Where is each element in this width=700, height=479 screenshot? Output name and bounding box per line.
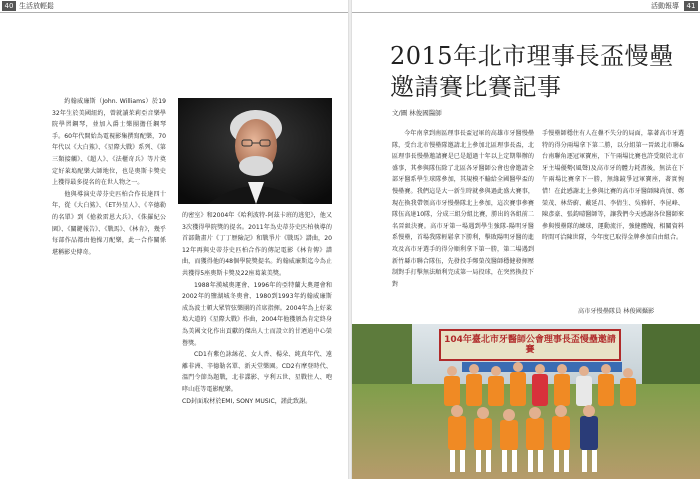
left-col1-para-1: 約翰威廉斯（John. Williams）於1932年生於美國紐約，曾就讀茱莉亞音樂學院學習鋼琴，並加入爵士樂團擔任鋼琴手。60年代開始為電視影集撰寫配樂，70年代以《大白鯊》、《星際大戰》系列、《第三類接觸》、《超人》、《法櫃奇兵》等片奠定好萊塢配樂大師地位，也是奧斯卡獎史上獲得最多提名的在世人物之一。 — [52, 98, 166, 187]
right-body-column-1 — [392, 128, 534, 306]
article-title-line-1: 2015年北市理事長盃慢壘 — [390, 42, 674, 70]
left-col2-para-3: CD1有紫色詠絲花、女人香、楊朵、純真年代、遠離非洲、辛德勒名單、新天堂樂園。CD2有摩登時代、溫門令節為題戰，北非諜影、亨利五世、星戰往人、咆哮山莊等電影配樂。 — [182, 351, 332, 393]
left-page — [0, 0, 348, 479]
right-page — [352, 0, 700, 479]
left-body-column-2 — [182, 210, 332, 475]
left-col2-para-4: CD封面取材於EMI, SONY MUSIC，謹此致謝。 — [182, 397, 312, 405]
right-body-column-2 — [542, 128, 684, 296]
left-col1-para-2: 他與導演史蒂芬史匹柏合作長達四十年，從《大白鯊》、《ET外星人》、《辛德勒的名單》到《搶救雷恩大兵》、《侏羅紀公園》、《關鍵報告》、《戰馬》、《林肯》，幾乎每部作品都由他操刀配樂，此一合作關係堪稱影史傳奇。 — [52, 190, 166, 256]
right-section-label: 活動報導 — [651, 2, 679, 10]
left-page-number: 40 — [2, 1, 16, 11]
left-body-column-1 — [52, 96, 166, 475]
right-header — [352, 0, 700, 12]
left-section-label: 生活放輕鬆 — [19, 2, 54, 10]
john-williams-portrait — [178, 98, 332, 204]
article-title — [390, 41, 674, 103]
right-col1-text: 今年南拿到南區理事長盃冠軍的高雄市牙醫慢壘隊，受台北市慢壘隊邀請北上參加北區理事長盃，北區理事長慢壘邀請賽是已是超過十年以上定期舉辦的盛事，其參與隊伍除了北區各牙醫師公會也會邀請全部牙醫系學生球隊參加，其規模不輸給全國醫學盃的慢壘賽。我們這是大一新生時就參與過此盛大賽事，現在換我帶領高市牙慢壘隊北上參加，這次賽事參賽隊伍高達10隊，分成三組分組比賽，勝出的各組前二名晉級決賽。高市牙第一場遇到學生強隊-陽明牙醫系慢壘，首場我隊輕鬆拿下勝利，擊敗陽明牙醫的進攻及高市牙選手的得分順利拿下第一勝，第二場遇到新竹縣市聯合隊伍，先發投手鄭榮茂醫師穩健發揮壓制對手打擊無法順利完成第一局投球，在突然換投下對 — [392, 130, 534, 288]
article-title-line-2: 邀請賽比賽記事 — [390, 73, 562, 101]
team-photo — [352, 324, 700, 479]
left-col2-para-2: 1988年漢城奧運會、1996年的亞特蘭大奧運會和2002年的鹽湖城冬奧會、1980到1993年約翰威廉斯成為波士頓大眾管弦樂團的首席指揮。2004年為上好萊塢大道的《星際大戰》作曲，2004年他獲頒為肯定終身為美國文化作出貢獻的傑出人士而設立的甘迺迪中心榮譽獎。 — [182, 281, 332, 347]
right-page-number: 41 — [684, 1, 698, 11]
article-byline: 文/圖 林俊國醫師 — [392, 109, 442, 117]
left-header — [0, 0, 348, 12]
photo-caption: 高市牙慢壘隊員 林俊國攝影 — [578, 308, 655, 315]
photo-banner-text: 104年臺北市牙醫師公會理事長盃慢壘邀請賽 — [444, 335, 616, 355]
left-col2-para-1: 的密室》和2004年《哈利波特-阿茲卡班的逃犯》，他又3次獲得學院獎的提名。2011年為史蒂芬史匹柏執導的首部動畫片《丁丁歷險記》和戰爭片《戰馬》譜曲，2012年再與史蒂芬史匹柏合作的傳記電影《林肯傳》譜曲，而獲得他的48個學院獎提名。約翰威廉斯迄今為止共獲得5座奧斯卡獎及22座葛萊美獎。 — [182, 212, 332, 277]
right-col2-text: 手慢壘師穩住有人在疊不失分的局面，靠著高市牙選特的得分兩場拿下第二勝，以分組第一晉級北市聯&台南聯角逐冠軍寶座，下午兩場比賽也許受限於北市牙主場優勢(風聲)及高市牙的體力耗盡後，無法在下午兩場比賽拿下一勝，無緣鏡爭冠軍寶座，著實惋惜！在此感謝北上參與比賽的高市牙醫師陳尚加、鄭榮茂、林岱蔚、戴延昌、李倩生、吳雅軒、李昆峰、陳彥豪、張鈞晴醫師等，讓我們今天感謝各位醫師來參與慢壘隊的練球，運動流汗，強健體魄，相關資料時間可洽陳世隊，今年度已取得金牌參加自由組合。 — [542, 130, 684, 242]
